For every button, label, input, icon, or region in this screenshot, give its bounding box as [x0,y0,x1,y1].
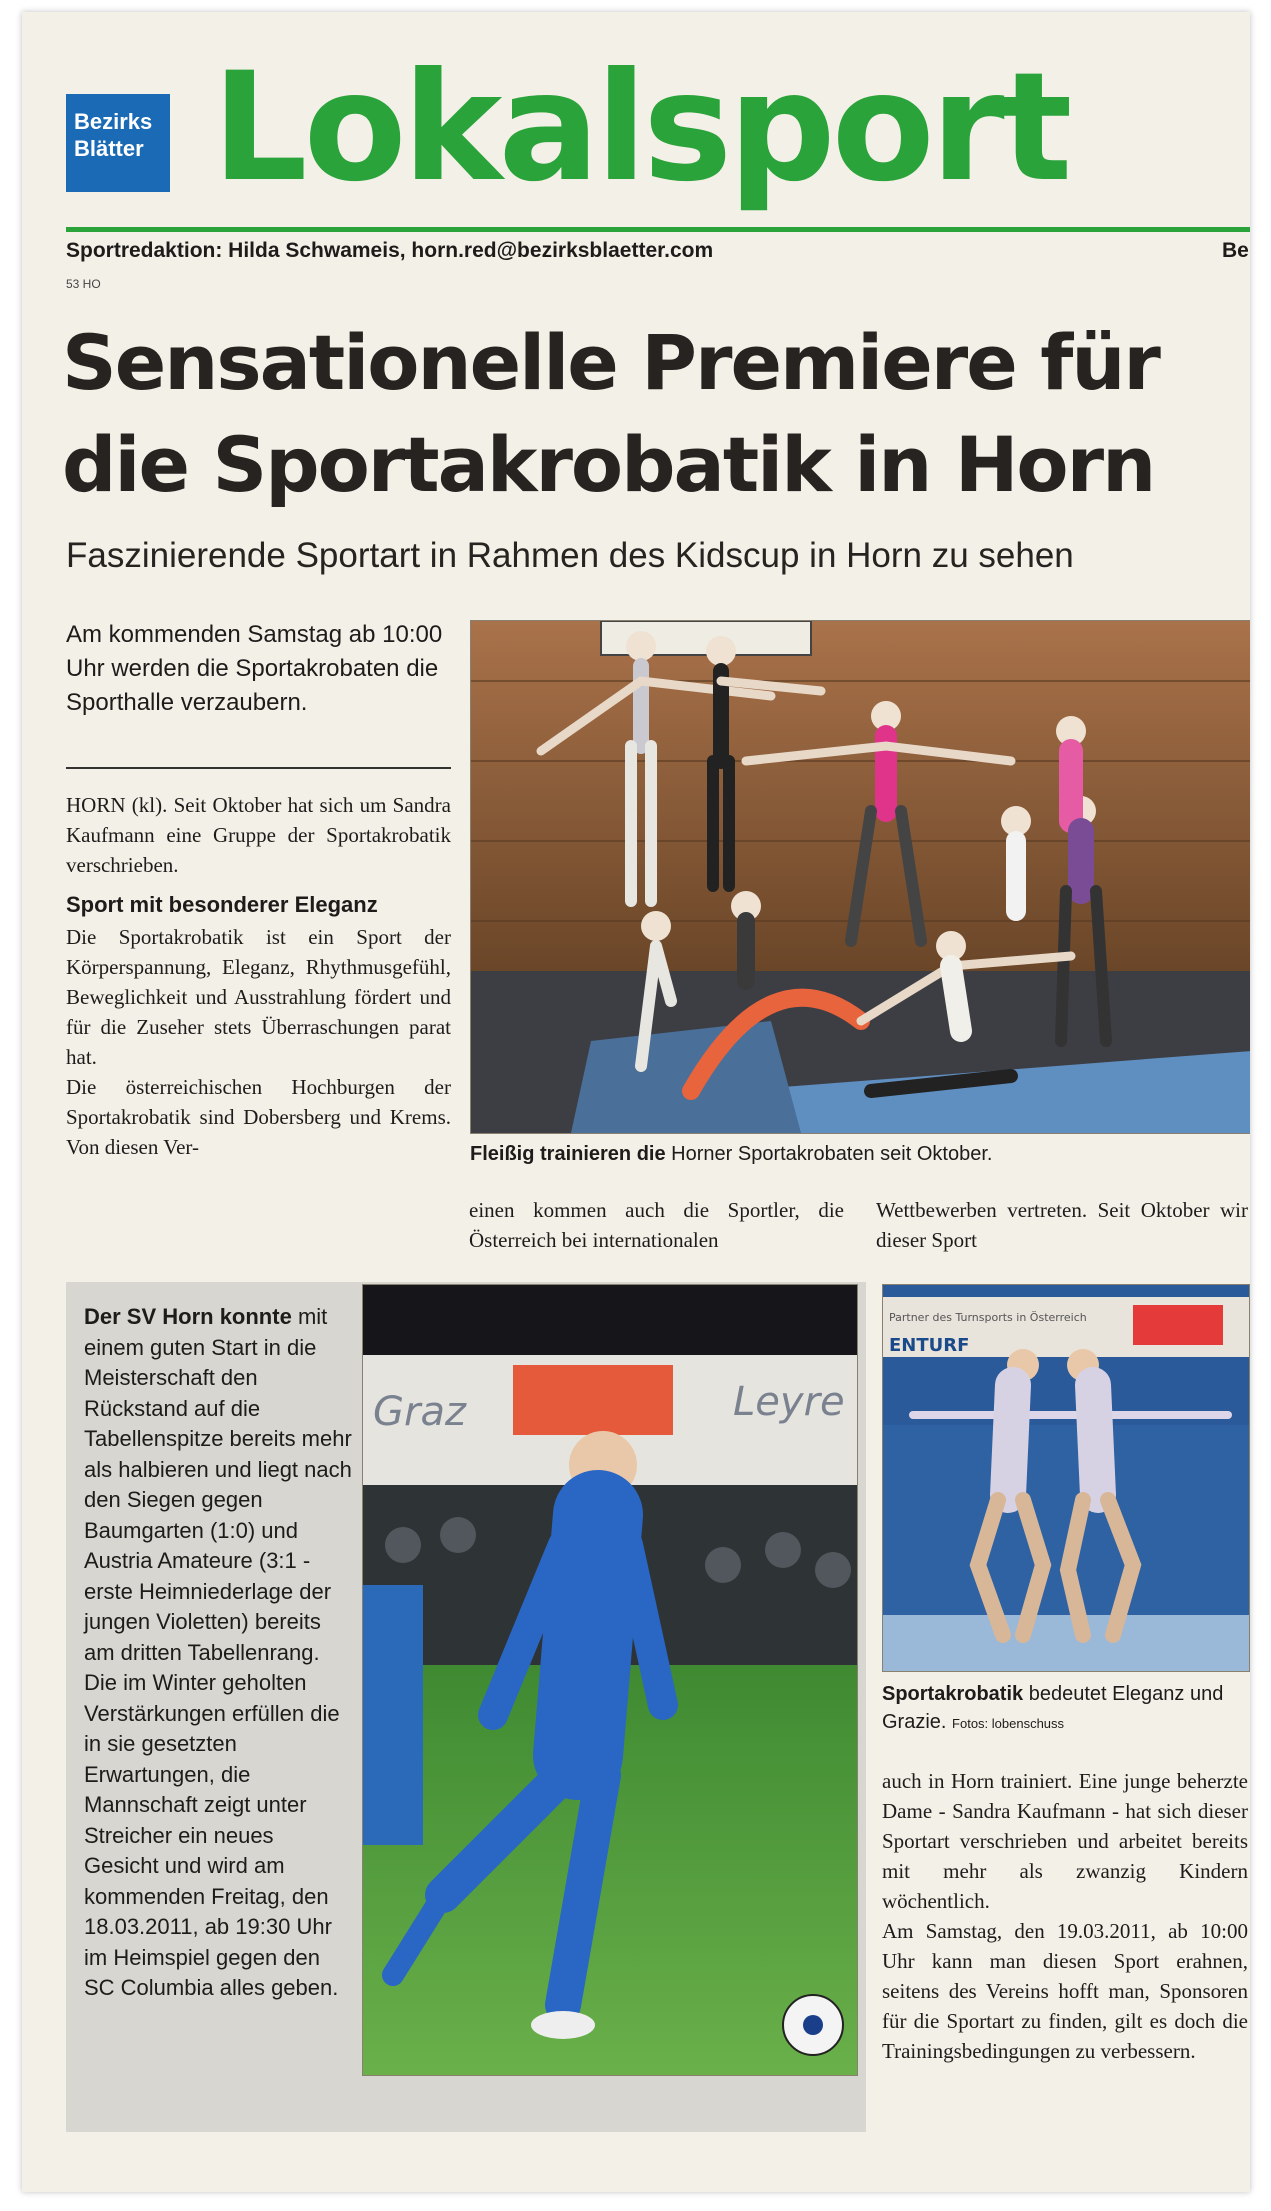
sidebar-body: mit einem guten Start in die Meisterschaft den Rückstand auf die Tabellenspitze bereits mehr als halbieren und liegt nach den Siegen gegen Baumgarten (1:0) und Austria Amateure (3:1 - erste Heimniederlage der jungen Violetten) bereits am dritten Tabellenrang. Die im Winter geholten Verstärkungen erfüllen die in sie gesetzten Erwartungen, die Mannschaft zeigt unter Streicher ein neues Gesicht und wird am kommenden Freitag, den 18.03.2011, ab 19:30 Uhr im Heimspiel gegen den SC Columbia alles geben. [84,1304,352,2000]
board-text-right: Leyre [733,1379,845,1425]
caption-rest: bedeutet Eleganz und Grazie. [882,1683,1224,1733]
section-heading: Sport mit besonderer Eleganz [66,892,378,917]
sidebar-lead: Der SV Horn konnte [84,1304,292,1329]
gymnasts-pair-photo [882,1284,1250,1672]
board-text-left: Graz [373,1389,466,1435]
photo1-caption [470,1140,1250,1168]
lead-text: Am kommenden Samstag ab 10:00 Uhr werden die Sportakrobaten die Sporthalle verzaubern. [66,621,443,716]
sidebar-text [84,1302,354,2004]
gymnasts-pair-illustration [883,1285,1249,1671]
logo-line-1: Bezirks [74,109,153,134]
article-column-4 [882,1766,1248,2066]
section-title: Lokalsport [212,41,1069,215]
headline-line-1: Sensationelle Premiere für [62,318,1159,407]
paragraph: Die Sportakrobatik ist ein Sport der Körperspannung, Eleganz, Rhythmusgefühl, Beweglichkeit und Ausstrahlung fördert und für die Zuseher stets Überraschungen parat hat. [66,925,451,1069]
article-column-3 [876,1195,1248,1255]
caption-bold: Fleißig trainieren die [470,1143,666,1165]
football-player-illustration [363,1285,857,2075]
byline-right: Be [1222,239,1249,262]
paragraph: auch in Horn trainiert. Eine junge beherzte Dame - Sandra Kaufmann - hat sich dieser Sportart verschrieben und arbeitet bereits mit mehr als zwanzig Kindern wöchentlich. [882,1769,1248,1913]
paragraph: Die österreichischen Hochburgen der Sportakrobatik sind Dobersberg und Krems. Von diesen Ver- [66,1075,451,1159]
newspaper-page [22,12,1250,2192]
subheadline: Faszinierende Sportart in Rahmen des Kidscup in Horn zu sehen [66,536,1074,575]
headline-line-2: die Sportakrobatik in Horn [62,420,1155,509]
caption-rest: Horner Sportakrobaten seit Oktober. [665,1143,993,1165]
football-player-photo [362,1284,858,2076]
byline: Sportredaktion: Hilda Schwameis, horn.red@bezirksblaetter.com [66,239,714,262]
logo-line-2: Blätter [74,136,144,161]
banner-text: Partner des Turnsports in Österreich [889,1311,1087,1324]
photo2-caption [882,1680,1248,1738]
bezirks-blaetter-logo [66,94,170,192]
acrobatics-group-photo [470,620,1250,1134]
article-column-2 [469,1195,844,1255]
lead-divider [66,767,451,769]
acrobatics-group-illustration [471,621,1250,1133]
caption-bold: Sportakrobatik [882,1683,1024,1705]
paragraph: einen kommen auch die Sportler, die Österreich bei internationalen [469,1198,844,1252]
masthead-rule [66,227,1250,232]
headline [62,312,1222,516]
page-code: 53 HO [66,277,101,291]
article-column-1 [66,790,451,1162]
paragraph: HORN (kl). Seit Oktober hat sich um Sandra Kaufmann eine Gruppe der Sportakrobatik verschrieben. [66,793,451,877]
paragraph: Am Samstag, den 19.03.2011, ab 10:00 Uhr kann man diesen Sport erahnen, seitens des Vereins hofft man, Sponsoren für die Sportart zu finden, gilt es doch die Trainingsbedingungen zu verbessern. [882,1919,1248,2063]
paragraph: Wettbewerben vertreten. Seit Oktober wir dieser Sport [876,1198,1248,1252]
banner-brand: ENTURF [889,1335,970,1356]
photo-credit: Fotos: lobenschuss [952,1716,1065,1731]
